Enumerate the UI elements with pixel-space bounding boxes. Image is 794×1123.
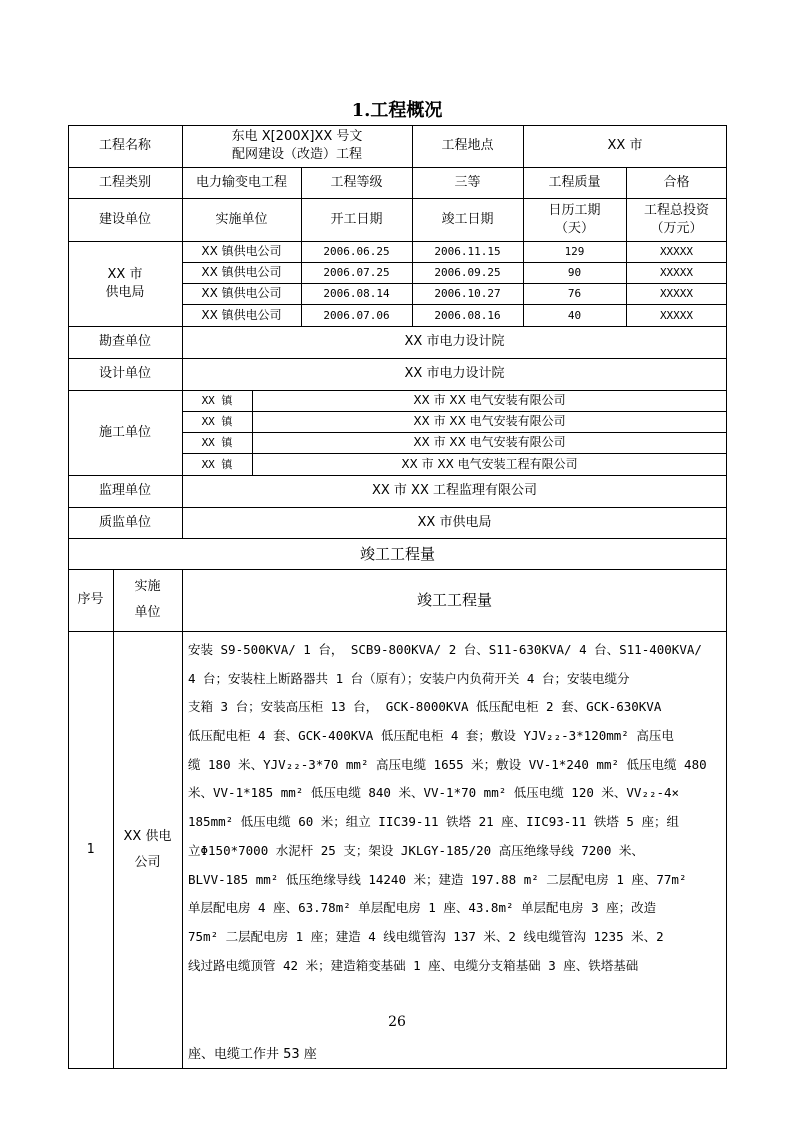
- quantity-line: 4 台；安装柱上断路器共 1 台（原有）；安装户内负荷开关 4 台；安装电缆分: [188, 670, 630, 686]
- quantity-line: 单层配电房 4 座、63.78m² 单层配电房 1 座、43.8m² 单层配电房 3 座；改造: [188, 900, 657, 916]
- schedule-unit: XX 镇供电公司: [201, 265, 282, 279]
- schedule-invest: XXXXX: [659, 287, 694, 300]
- completion-section-title: 竣工工程量: [359, 544, 435, 563]
- schedule-invest: XXXXX: [659, 308, 694, 322]
- schedule-unit: XX 镇供电公司: [201, 244, 282, 258]
- project-name-line1: 东电 X[200X]XX 号文: [231, 129, 363, 144]
- construction-company: XX 市 XX 电气安装有限公司: [413, 393, 566, 407]
- impl-label-line1: 实施: [134, 579, 161, 594]
- schedule-days: 76: [567, 287, 582, 300]
- owner-value: [68, 241, 182, 326]
- category-value: 电力输变电工程: [195, 174, 287, 190]
- schedule-end: 2006.08.16: [434, 308, 501, 322]
- seq-label: 序号: [77, 592, 104, 607]
- construction-town: XX 镇: [201, 415, 233, 428]
- quantity-line: 安装 S9-500KVA/ 1 台， SCB9-800KVA/ 2 台、S11-630KVA/ 4 台、S11-400KVA/: [188, 642, 702, 657]
- quality-supervision-label: 质监单位: [98, 514, 151, 530]
- location-label: 工程地点: [441, 138, 494, 153]
- construction-town: XX 镇: [201, 436, 233, 449]
- days-label: [523, 198, 626, 241]
- construction-company: XX 市 XX 电气安装工程有限公司: [401, 456, 578, 471]
- quantity-line: 低压配电柜 4 套、GCK-400KVA 低压配电柜 4 套；敷设 YJV₂₂-3*120mm² 高压电: [188, 728, 674, 744]
- impl-label-line2: 单位: [134, 605, 161, 620]
- schedule-days: 40: [567, 308, 582, 322]
- quantity-tail: 座、电缆工作井 53 座: [188, 1047, 317, 1062]
- survey-label: 勘查单位: [98, 334, 151, 349]
- start-date-label: 开工日期: [330, 211, 383, 227]
- invest-label: [626, 198, 727, 241]
- quantity-line: 支箱 3 台；安装高压柜 13 台， GCK-8000KVA 低压配电柜 2 套、GCK-630KVA: [188, 699, 662, 715]
- quantity-line: 线过路电缆顶管 42 米；建造箱变基础 1 座、电缆分支箱基础 3 座、铁塔基础: [188, 957, 639, 973]
- design-value: XX 市电力设计院: [404, 366, 505, 381]
- impl-unit-label: 实施单位: [215, 211, 268, 227]
- construction-company: XX 市 XX 电气安装有限公司: [413, 435, 566, 449]
- schedule-days: 90: [567, 266, 582, 279]
- owner-line1: XX 市: [107, 266, 143, 282]
- owner-label: 建设单位: [98, 211, 151, 227]
- quantity-line: 185mm² 低压电缆 60 米；组立 IIC39-11 铁塔 21 座、IIC93-11 铁塔 5 座；组: [188, 814, 679, 830]
- completion-quantity-text: [188, 636, 724, 980]
- row-seq: 1: [86, 842, 95, 857]
- schedule-invest: XXXXX: [659, 245, 694, 258]
- section-title: 1.工程概况: [351, 100, 443, 121]
- location-value: XX 市: [607, 138, 643, 153]
- row-unit: [113, 631, 182, 1069]
- quantity-line: BLVV-185 mm² 低压绝缘导线 14240 米；建造 197.88 m² 二层配电房 1 座、77m²: [188, 871, 687, 887]
- row-unit-line2: 公司: [134, 855, 161, 870]
- category-label: 工程类别: [98, 174, 151, 190]
- construction-label: 施工单位: [98, 424, 151, 440]
- invest-label-line1: 工程总投资: [643, 202, 709, 218]
- end-date-label: 竣工日期: [441, 211, 494, 227]
- construction-town: XX 镇: [201, 394, 233, 407]
- quantity-label: 竣工工程量: [416, 591, 492, 609]
- supervision-value: XX 市 XX 工程监理有限公司: [371, 483, 538, 498]
- schedule-unit: XX 镇供电公司: [201, 307, 282, 322]
- schedule-start: 2006.07.25: [323, 266, 390, 279]
- grade-value: 三等: [454, 174, 481, 190]
- construction-company: XX 市 XX 电气安装有限公司: [413, 414, 566, 428]
- schedule-start: 2006.07.06: [323, 308, 390, 322]
- supervision-label: 监理单位: [98, 483, 151, 498]
- project-name-value: [182, 125, 412, 167]
- survey-value: XX 市电力设计院: [404, 334, 505, 349]
- schedule-days: 129: [564, 245, 585, 258]
- owner-line2: 供电局: [105, 284, 145, 300]
- quantity-line: 75m² 二层配电房 1 座；建造 4 线电缆管沟 137 米、2 线电缆管沟 1235 米、2: [188, 928, 664, 944]
- quality-label: 工程质量: [548, 174, 601, 190]
- schedule-start: 2006.08.14: [323, 287, 390, 300]
- quantity-line: 立Φ150*7000 水泥杆 25 支；架设 JKLGY-185/20 高压绝缘导线 7200 米、: [188, 842, 644, 858]
- schedule-unit: XX 镇供电公司: [201, 286, 282, 300]
- schedule-end: 2006.09.25: [434, 266, 501, 279]
- quality-supervision-value: XX 市供电局: [417, 514, 492, 530]
- design-label: 设计单位: [98, 366, 151, 381]
- schedule-end: 2006.11.15: [434, 245, 501, 258]
- schedule-end: 2006.10.27: [434, 287, 501, 300]
- schedule-invest: XXXXX: [659, 266, 694, 279]
- project-name-label: 工程名称: [98, 138, 151, 153]
- invest-label-line2: （万元）: [650, 220, 703, 236]
- quality-value: 合格: [663, 174, 690, 190]
- impl-label: [113, 569, 182, 631]
- days-label-line2: （天）: [554, 220, 594, 236]
- grade-label: 工程等级: [330, 174, 383, 190]
- days-label-line1: 日历工期: [548, 202, 601, 218]
- construction-town: XX 镇: [201, 457, 233, 471]
- quantity-line: 缆 180 米、YJV₂₂-3*70 mm² 高压电缆 1655 米；敷设 VV-1*240 mm² 低压电缆 480: [188, 756, 707, 772]
- schedule-start: 2006.06.25: [323, 245, 390, 258]
- page-number: 26: [388, 1014, 406, 1030]
- project-name-line2: 配网建设（改造）工程: [231, 147, 362, 162]
- row-unit-line1: XX 供电: [123, 829, 172, 844]
- quantity-line: 米、VV-1*185 mm² 低压电缆 840 米、VV-1*70 mm² 低压电缆 120 米、VV₂₂-4×: [188, 785, 680, 801]
